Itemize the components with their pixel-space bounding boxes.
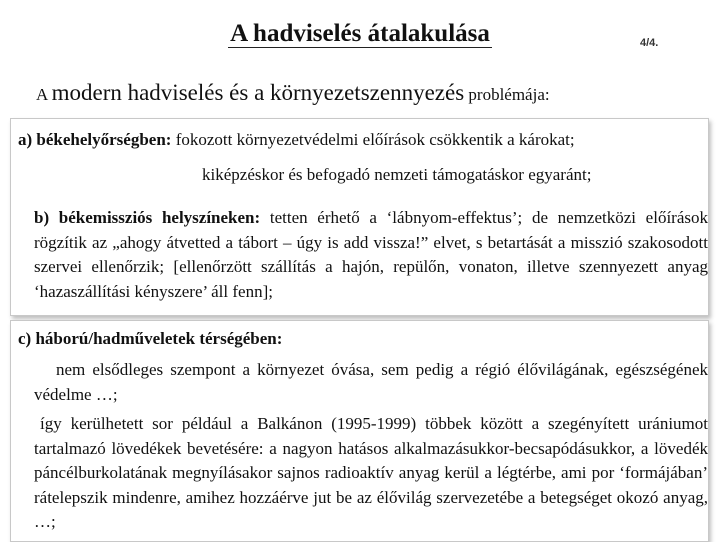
section-b-text: tetten érhető a ‘lábnyom-effektus’; de nemzetközi előírások rögzítik az „ahogy átvetted a tábort – úgy is add vissza!” elvet, s betartását a misszió szakosodott szervei ellenőrzik; [ellenőrzött szállítás a hajón, repülőn, vonaton, illetve szennyezett anyag ‘hazaszállítási kényszere’ áll fenn]; <box>34 208 709 301</box>
page-number: 4/4. <box>640 37 659 49</box>
section-b-label: b) békemissziós helyszíneken: <box>34 208 261 227</box>
section-c-paragraph-2: így kerülhetett sor például a Balkánon (1995-1999) többek között a szegényített urániumot tartalmazó lövedékek bevetésére: a nagyon hatásos alkalmazásukkor-becsapódásukkor, a lövedék páncélburkolatának megnyílásakor sajnos radioaktív anyag kerül a légtérbe, ami por ‘formájában’ rátelepszik mindenre, amihez hozzáérve jut be az élővilág szervezetébe a betegséget okozó anyag, …; <box>34 414 708 531</box>
section-c-label-line <box>18 329 282 349</box>
subtitle-emphasis: modern hadviselés és a környezetszennyezés <box>51 80 465 105</box>
subtitle-suffix: problémája: <box>464 85 550 104</box>
section-a-label: a) békehelyőrségben: <box>18 130 172 149</box>
subtitle-prefix: A <box>36 85 52 104</box>
section-a-line1 <box>18 130 575 150</box>
section-a-line2: kiképzéskor és befogadó nemzeti támogatáskor egyaránt; <box>202 165 592 184</box>
subtitle <box>36 80 550 106</box>
slide-title <box>0 20 720 48</box>
section-a-text1: fokozott környezetvédelmi előírások csökkentik a károkat; <box>171 130 575 149</box>
slide-title-text: A hadviselés átalakulása <box>230 20 490 47</box>
section-b-paragraph <box>26 206 708 304</box>
section-c-paragraph-1: nem elsődleges szempont a környezet óvása, sem pedig a régió élővilágának, egészségének védelme …; <box>34 360 708 404</box>
section-c-label: c) háború/hadműveletek térségében: <box>18 329 283 348</box>
